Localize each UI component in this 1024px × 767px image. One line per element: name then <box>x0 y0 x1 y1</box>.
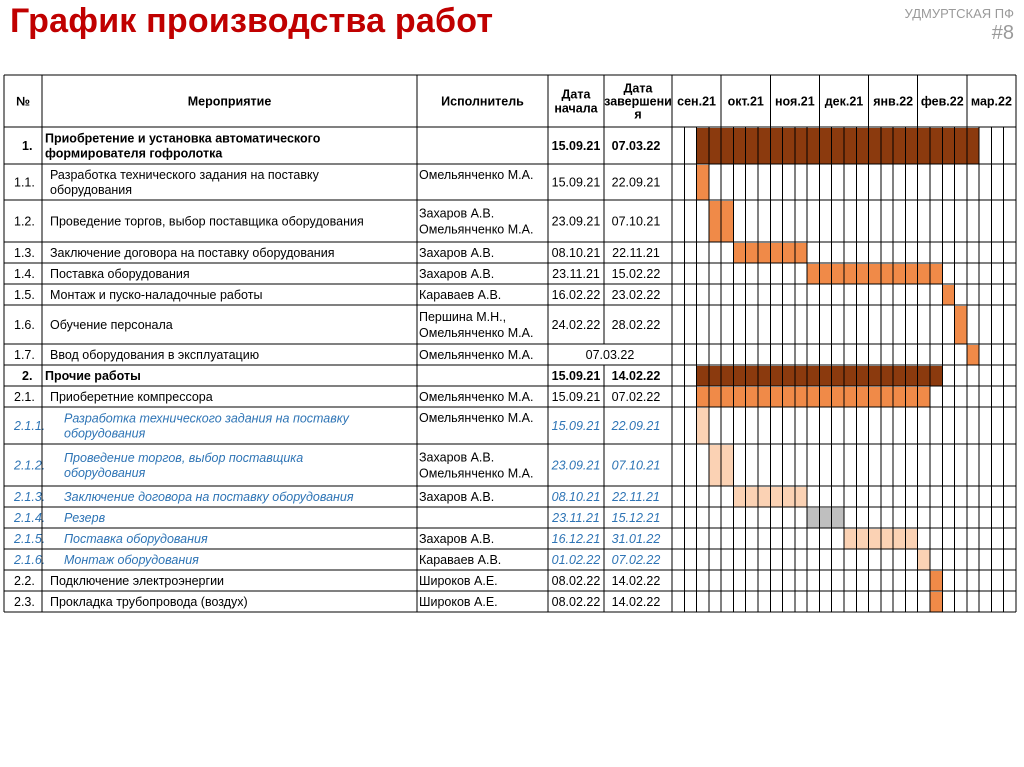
header-executor: Исполнитель <box>441 94 524 109</box>
gantt-bar-cell <box>697 165 709 200</box>
month-label: окт.21 <box>727 94 764 109</box>
gantt-bar-cell <box>918 550 930 570</box>
gantt-bar-cell <box>746 487 758 507</box>
gantt-bar-cell <box>918 387 930 407</box>
gantt-bar-cell <box>746 243 758 263</box>
gantt-bar-cell <box>881 387 893 407</box>
gantt-bar-cell <box>733 128 745 164</box>
gantt-bar-cell <box>733 366 745 386</box>
gantt-bar-cell <box>795 128 807 164</box>
row-start-date: 15.09.21 <box>551 390 601 404</box>
gantt-bar-cell <box>893 529 905 549</box>
row-start-date: 15.09.21 <box>551 369 601 383</box>
gantt-bar-cell <box>930 366 942 386</box>
gantt-bar-cell <box>856 128 868 164</box>
gantt-bar-cell <box>955 128 967 164</box>
row-number: 2.1.4. <box>14 511 46 525</box>
row-date: 07.03.22 <box>585 348 635 362</box>
gantt-bar-cell <box>905 128 917 164</box>
row-start-date: 08.02.22 <box>551 595 601 609</box>
row-end-date: 31.01.22 <box>611 532 661 546</box>
gantt-bar-cell <box>819 508 831 528</box>
slide-number: #8 <box>991 22 1014 44</box>
gantt-bar-cell <box>746 366 758 386</box>
header-end-date: я <box>634 107 642 122</box>
row-number: 1.2. <box>14 214 35 229</box>
row-start-date: 08.10.21 <box>551 246 601 260</box>
gantt-bar-cell <box>758 243 770 263</box>
row-activity: Проведение торгов, выбор поставщика <box>64 451 304 465</box>
row-end-date: 07.02.22 <box>611 390 661 404</box>
gantt-bar-cell <box>942 128 954 164</box>
row-number: 2. <box>22 369 33 383</box>
gantt-bar-cell <box>758 366 770 386</box>
row-activity: оборудования <box>64 426 146 441</box>
gantt-bar-cell <box>918 128 930 164</box>
gantt-bar-cell <box>869 366 881 386</box>
gantt-bar-cell <box>709 366 721 386</box>
gantt-bar-cell <box>844 264 856 284</box>
gantt-bar-cell <box>819 387 831 407</box>
gantt-bar-cell <box>783 243 795 263</box>
gantt-bar-cell <box>770 128 782 164</box>
gantt-bar-cell <box>807 508 819 528</box>
row-activity: Прочие работы <box>45 369 141 383</box>
gantt-bar-cell <box>709 387 721 407</box>
row-executor: Захаров А.В. <box>419 246 495 260</box>
row-end-date: 22.09.21 <box>611 175 661 190</box>
row-end-date: 14.02.22 <box>611 595 661 609</box>
gantt-bar-cell <box>758 487 770 507</box>
row-activity: Приоберетние компрессора <box>50 390 213 404</box>
gantt-bar-cell <box>905 264 917 284</box>
row-number: 2.1.1. <box>14 419 46 433</box>
gantt-bar-cell <box>930 592 942 612</box>
page-title: График производства работ <box>10 2 494 40</box>
row-start-date: 01.02.22 <box>551 553 601 567</box>
gantt-bar-cell <box>856 529 868 549</box>
gantt-bar-cell <box>905 387 917 407</box>
row-executor: Караваев А.В. <box>419 288 502 302</box>
gantt-bar-cell <box>893 366 905 386</box>
row-executor: Омельянченко М.А. <box>419 348 534 362</box>
row-end-date: 23.02.22 <box>611 288 661 302</box>
gantt-bar-cell <box>918 366 930 386</box>
gantt-bar-cell <box>697 366 709 386</box>
row-number: 1.1. <box>14 175 35 190</box>
gantt-bar-cell <box>733 243 745 263</box>
gantt-bar-cell <box>697 128 709 164</box>
row-executor: Омельянченко М.А. <box>419 168 534 182</box>
gantt-bar-cell <box>770 387 782 407</box>
gantt-bar-cell <box>930 571 942 591</box>
month-label: янв.22 <box>873 94 914 109</box>
row-number: 2.1.5. <box>14 532 46 546</box>
gantt-bar-cell <box>881 128 893 164</box>
row-end-date: 22.11.21 <box>612 490 660 504</box>
row-executor: Омельянченко М.А. <box>419 390 534 404</box>
gantt-bar-cell <box>832 128 844 164</box>
gantt-bar-cell <box>844 366 856 386</box>
row-end-date: 07.02.22 <box>611 553 661 567</box>
gantt-bar-cell <box>795 243 807 263</box>
gantt-bar-cell <box>930 264 942 284</box>
gantt-bar-cell <box>819 264 831 284</box>
gantt-bar-cell <box>905 529 917 549</box>
row-start-date: 15.09.21 <box>551 419 601 433</box>
gantt-bar-cell <box>733 487 745 507</box>
gantt-bar-cell <box>844 529 856 549</box>
row-start-date: 08.10.21 <box>551 490 601 504</box>
row-number: 1.3. <box>14 246 35 260</box>
gantt-bar-cell <box>709 445 721 486</box>
gantt-bar-cell <box>770 487 782 507</box>
gantt-bar-cell <box>832 387 844 407</box>
gantt-bar-cell <box>721 445 733 486</box>
row-executor: Омельянченко М.А. <box>419 222 534 237</box>
gantt-bar-cell <box>783 387 795 407</box>
gantt-bar-cell <box>783 487 795 507</box>
row-activity: Обучение персонала <box>50 318 173 332</box>
gantt-bar-cell <box>905 366 917 386</box>
row-activity: Разработка технического задания на поставку <box>50 168 319 182</box>
row-executor: Захаров А.В. <box>419 490 495 504</box>
gantt-bar-cell <box>795 366 807 386</box>
row-activity: оборудования <box>50 183 133 197</box>
gantt-bar-cell <box>844 387 856 407</box>
gantt-bar-cell <box>819 128 831 164</box>
row-start-date: 23.09.21 <box>551 214 601 229</box>
header-start-date: начала <box>554 101 598 116</box>
gantt-bar-cell <box>758 387 770 407</box>
gantt-bar-cell <box>783 128 795 164</box>
gantt-bar-cell <box>758 128 770 164</box>
row-number: 1.7. <box>14 348 35 362</box>
gantt-bar-cell <box>918 264 930 284</box>
row-number: 2.1.6. <box>14 553 46 567</box>
month-label: фев.22 <box>920 94 964 109</box>
gantt-bar-cell <box>967 128 979 164</box>
row-start-date: 23.11.21 <box>552 511 600 525</box>
row-number: 2.1.3. <box>14 490 46 504</box>
row-activity: Поставка оборудования <box>50 267 190 281</box>
row-start-date: 23.11.21 <box>552 267 600 281</box>
gantt-bar-cell <box>721 387 733 407</box>
gantt-bar-cell <box>721 128 733 164</box>
row-number: 2.1.2. <box>14 458 46 473</box>
row-number: 1.5. <box>14 288 35 302</box>
row-activity: Поставка оборудования <box>64 532 208 546</box>
row-executor: Широков А.Е. <box>419 595 498 609</box>
header-end-date: Дата <box>623 81 653 96</box>
gantt-bar-cell <box>881 366 893 386</box>
gantt-bar-cell <box>709 128 721 164</box>
row-executor: Широков А.Е. <box>419 574 498 588</box>
gantt-bar-cell <box>819 366 831 386</box>
row-start-date: 24.02.22 <box>551 318 601 332</box>
month-label: мар.22 <box>970 94 1012 109</box>
row-end-date: 15.12.21 <box>611 511 661 525</box>
gantt-bar-cell <box>967 345 979 365</box>
row-activity: Заключение договора на поставку оборудования <box>64 490 354 504</box>
gantt-bar-cell <box>856 264 868 284</box>
gantt-bar-cell <box>832 264 844 284</box>
row-activity: Монтаж оборудования <box>64 553 199 567</box>
gantt-bar-cell <box>807 128 819 164</box>
row-executor: Караваев А.В. <box>419 553 502 567</box>
row-activity: Ввод оборудования в эксплуатацию <box>50 348 260 362</box>
gantt-bar-cell <box>770 243 782 263</box>
row-end-date: 14.02.22 <box>611 574 661 588</box>
row-activity: Проведение торгов, выбор поставщика оборудования <box>50 214 364 229</box>
gantt-bar-cell <box>856 387 868 407</box>
gantt-bar-cell <box>893 128 905 164</box>
row-executor: Першина М.Н., <box>419 310 507 324</box>
gantt-bar-cell <box>881 264 893 284</box>
row-number: 2.2. <box>14 574 35 588</box>
gantt-bar-cell <box>807 366 819 386</box>
row-executor: Захаров А.В. <box>419 450 495 465</box>
row-activity: Прокладка трубопровода (воздух) <box>50 595 248 609</box>
gantt-bar-cell <box>807 264 819 284</box>
gantt-bar-cell <box>795 387 807 407</box>
gantt-bar-cell <box>844 128 856 164</box>
gantt-bar-cell <box>893 264 905 284</box>
organization-label: УДМУРТСКАЯ ПФ <box>904 6 1014 21</box>
gantt-bar-cell <box>709 201 721 242</box>
header-start-date: Дата <box>561 87 591 102</box>
row-executor: Захаров А.В. <box>419 532 495 546</box>
gantt-bar-cell <box>869 264 881 284</box>
row-executor: Захаров А.В. <box>419 206 495 221</box>
header-num: № <box>16 94 30 109</box>
gantt-bar-cell <box>869 387 881 407</box>
gantt-bar-cell <box>832 366 844 386</box>
month-label: дек.21 <box>824 94 864 109</box>
header-end-date: завершени <box>604 94 672 109</box>
row-number: 2.1. <box>14 390 35 404</box>
gantt-bar-cell <box>721 366 733 386</box>
row-executor: Омельянченко М.А. <box>419 411 534 425</box>
row-number: 1. <box>22 139 33 153</box>
gantt-bar-cell <box>770 366 782 386</box>
row-end-date: 22.09.21 <box>611 419 661 433</box>
gantt-bar-cell <box>783 366 795 386</box>
month-label: ноя.21 <box>775 94 815 109</box>
row-end-date: 07.10.21 <box>611 458 661 473</box>
row-activity: формирователя гофролотка <box>45 146 223 161</box>
gantt-bar-cell <box>893 387 905 407</box>
row-activity: Резерв <box>64 511 106 525</box>
row-number: 1.4. <box>14 267 35 281</box>
gantt-bar-cell <box>697 408 709 444</box>
row-end-date: 07.03.22 <box>611 139 661 153</box>
gantt-bar-cell <box>942 285 954 305</box>
gantt-bar-cell <box>746 128 758 164</box>
row-end-date: 14.02.22 <box>611 369 661 383</box>
row-activity: Заключение договора на поставку оборудования <box>50 246 335 260</box>
row-activity: Монтаж и пуско-наладочные работы <box>50 288 263 302</box>
row-start-date: 16.02.22 <box>551 288 601 302</box>
gantt-bar-cell <box>733 387 745 407</box>
gantt-bar-cell <box>832 508 844 528</box>
gantt-bar-cell <box>697 387 709 407</box>
gantt-bar-cell <box>955 306 967 344</box>
gantt-bar-cell <box>869 128 881 164</box>
row-activity: Подключение электроэнергии <box>50 574 225 588</box>
row-number: 2.3. <box>14 595 35 609</box>
row-end-date: 15.02.22 <box>611 267 661 281</box>
row-end-date: 28.02.22 <box>611 318 661 332</box>
gantt-bar-cell <box>746 387 758 407</box>
month-label: сен.21 <box>677 94 716 109</box>
row-start-date: 08.02.22 <box>551 574 601 588</box>
row-end-date: 07.10.21 <box>611 214 661 229</box>
row-executor: Омельянченко М.А. <box>419 326 534 340</box>
gantt-bar-cell <box>721 201 733 242</box>
row-activity: оборудования <box>64 466 146 480</box>
gantt-bar-cell <box>869 529 881 549</box>
row-executor: Захаров А.В. <box>419 267 495 281</box>
row-activity: Приобретение и установка автоматического <box>45 131 321 146</box>
row-start-date: 15.09.21 <box>551 175 601 190</box>
gantt-bar-cell <box>807 387 819 407</box>
row-number: 1.6. <box>14 318 35 332</box>
row-end-date: 22.11.21 <box>612 246 660 260</box>
gantt-bar-cell <box>930 128 942 164</box>
row-start-date: 16.12.21 <box>551 532 601 546</box>
row-start-date: 15.09.21 <box>551 139 601 153</box>
row-activity: Разработка технического задания на поставку <box>64 411 349 426</box>
gantt-bar-cell <box>795 487 807 507</box>
header-activity: Мероприятие <box>187 94 272 109</box>
gantt-bar-cell <box>881 529 893 549</box>
row-executor: Омельянченко М.А. <box>419 466 534 481</box>
row-start-date: 23.09.21 <box>551 458 601 473</box>
gantt-bar-cell <box>856 366 868 386</box>
